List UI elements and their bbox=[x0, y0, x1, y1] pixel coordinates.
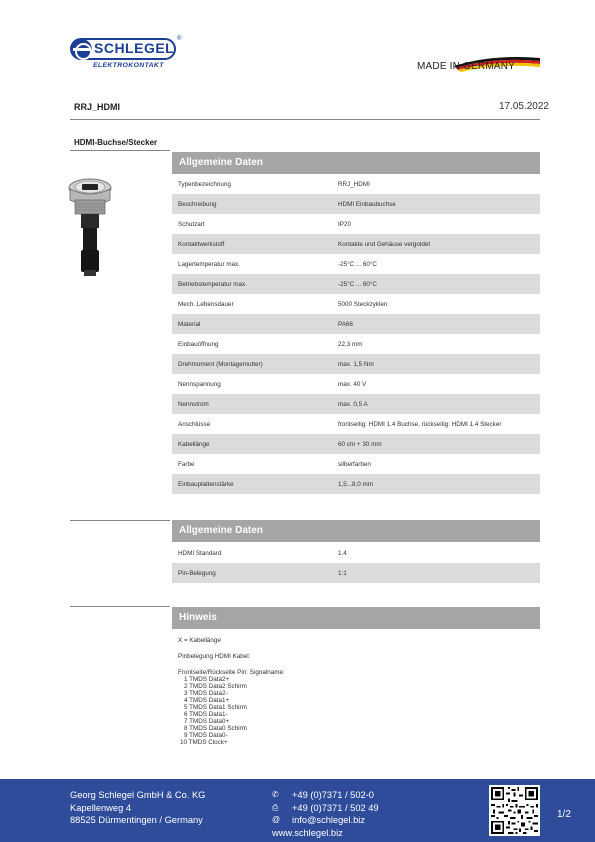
qr-code bbox=[489, 785, 540, 836]
pin-item: 8 TMDS Data0 Schirm bbox=[184, 725, 247, 732]
table-row bbox=[172, 314, 540, 334]
row-key: Mech. Lebensdauer bbox=[178, 300, 234, 308]
table-row bbox=[172, 194, 540, 214]
pin-item: 10 TMDS Clock+ bbox=[180, 739, 228, 746]
pin-item: 7 TMDS Data0+ bbox=[184, 718, 230, 725]
table-row bbox=[172, 563, 540, 583]
row-value: max. 40 V bbox=[338, 380, 367, 388]
row-value: 60 cm + 30 mm bbox=[338, 440, 382, 448]
table-row bbox=[172, 543, 540, 563]
website-link[interactable]: www.schlegel.biz bbox=[272, 827, 343, 838]
row-key: Drehmoment (Montagemutter) bbox=[178, 360, 263, 368]
general-data-table bbox=[172, 152, 540, 494]
table-row bbox=[172, 274, 540, 294]
section-title: Allgemeine Daten bbox=[172, 152, 540, 174]
row-value: max. 0,5 A bbox=[338, 400, 368, 408]
contact-info bbox=[272, 789, 379, 839]
made-in-germany: MADE IN GERMANY bbox=[417, 61, 516, 72]
pin-item: 6 TMDS Data1- bbox=[184, 711, 228, 718]
row-value: IP20 bbox=[338, 220, 351, 228]
pin-item: 3 TMDS Data2- bbox=[184, 690, 228, 697]
note-cable-length: X = Kabellänge bbox=[178, 637, 221, 644]
pin-item: 9 TMDS Data0- bbox=[184, 732, 228, 739]
note-text bbox=[172, 637, 540, 746]
email-link[interactable]: info@schlegel.biz bbox=[292, 815, 366, 825]
table-row bbox=[172, 254, 540, 274]
row-key: Beschreibung bbox=[178, 200, 217, 208]
row-value: silberfarben bbox=[338, 460, 371, 468]
company-street: Kapellenweg 4 bbox=[70, 802, 131, 813]
document-date: 17.05.2022 bbox=[498, 101, 549, 112]
email-icon: @ bbox=[272, 815, 281, 824]
row-value: -25°C ... 60°C bbox=[338, 260, 377, 268]
table-row bbox=[172, 414, 540, 434]
document-code: RRJ_HDMI bbox=[74, 102, 121, 112]
row-value: 5000 Steckzyklen bbox=[338, 300, 388, 308]
row-value: 1:1 bbox=[338, 569, 347, 577]
row-value: PA66 bbox=[338, 320, 353, 328]
row-value: 1.4 bbox=[338, 549, 347, 557]
row-key: Einbauplattenstärke bbox=[178, 480, 234, 488]
company-address bbox=[70, 789, 205, 827]
row-key: Einbauöffnung bbox=[178, 340, 219, 348]
header-divider bbox=[70, 119, 540, 120]
logo-subtitle: ELEKTROKONTAKT bbox=[93, 62, 164, 69]
table-row bbox=[172, 454, 540, 474]
general-data-table-2 bbox=[172, 520, 540, 583]
row-value: max. 1,5 Nm bbox=[338, 360, 374, 368]
row-value: frontseitig: HDMI 1.4 Buchse, rückseitig: HDMI 1.4 Stecker bbox=[338, 420, 502, 428]
note-pinout-heading: Pinbelegung HDMI Kabel: bbox=[178, 653, 251, 660]
phone-number[interactable]: +49 (0)7371 / 502-0 bbox=[292, 790, 374, 800]
logo-registered-mark: ® bbox=[177, 36, 182, 42]
note-section bbox=[172, 607, 540, 746]
phone-icon: ✆ bbox=[272, 790, 279, 799]
row-value: -25°C ... 60°C bbox=[338, 280, 377, 288]
row-key: Kontaktwerkstoff bbox=[178, 240, 225, 248]
table-row bbox=[172, 174, 540, 194]
table-row bbox=[172, 294, 540, 314]
row-value: Kontakte und Gehäuse vergoldet bbox=[338, 240, 431, 248]
pin-item: 1 TMDS Data2+ bbox=[184, 676, 230, 683]
product-title: HDMI-Buchse/Stecker bbox=[74, 138, 158, 147]
row-value: HDMI Einbaubuchse bbox=[338, 200, 396, 208]
table-row bbox=[172, 214, 540, 234]
footer bbox=[0, 779, 595, 842]
table-row bbox=[172, 434, 540, 454]
section-title: Allgemeine Daten bbox=[172, 520, 540, 542]
table-row bbox=[172, 374, 540, 394]
logo-text: SCHLEGEL bbox=[94, 40, 175, 56]
row-key: Farbe bbox=[178, 460, 195, 468]
section-divider bbox=[70, 520, 170, 521]
row-key: Lagertemperatur max. bbox=[178, 260, 240, 268]
pin-item: 4 TMDS Data1+ bbox=[184, 697, 230, 704]
fax-number[interactable]: +49 (0)7371 / 502 49 bbox=[292, 802, 379, 813]
row-key: Nennstrom bbox=[178, 400, 209, 408]
logo-emblem-icon bbox=[71, 39, 92, 60]
section-divider bbox=[70, 150, 170, 151]
row-key: Betriebstemperatur max. bbox=[178, 280, 247, 288]
row-value: RRJ_HDMI bbox=[338, 180, 370, 188]
row-key: Pin-Belegung bbox=[178, 569, 216, 577]
table-row bbox=[172, 474, 540, 494]
section-divider bbox=[70, 606, 170, 607]
row-key: Schutzart bbox=[178, 220, 205, 228]
page-number: 1/2 bbox=[557, 809, 571, 820]
schlegel-logo bbox=[70, 38, 180, 72]
row-key: Nennspannung bbox=[178, 380, 221, 388]
table-row bbox=[172, 334, 540, 354]
product-image bbox=[60, 176, 120, 281]
table-row bbox=[172, 354, 540, 374]
row-key: Anschlüsse bbox=[178, 420, 211, 428]
row-key: Material bbox=[178, 320, 201, 328]
row-value: 22,3 mm bbox=[338, 340, 363, 348]
company-name: Georg Schlegel GmbH & Co. KG bbox=[70, 790, 206, 800]
row-value: 1,5...8,0 mm bbox=[338, 480, 373, 488]
row-key: Kabellänge bbox=[178, 440, 210, 448]
company-city: 88525 Dürmentingen / Germany bbox=[70, 815, 203, 825]
section-title: Hinweis bbox=[172, 607, 540, 629]
pin-item: 2 TMDS Data2 Schirm bbox=[184, 683, 247, 690]
table-row bbox=[172, 234, 540, 254]
fax-icon: ⎙ bbox=[272, 802, 279, 812]
pin-item: 5 TMDS Data1 Schirm bbox=[184, 704, 247, 711]
note-pin-header: Frontseite/Rückseite Pin: Signalname: bbox=[178, 669, 285, 676]
row-key: Typenbezeichnung bbox=[178, 180, 231, 188]
table-row bbox=[172, 394, 540, 414]
row-key: HDMI Standard bbox=[178, 549, 222, 557]
